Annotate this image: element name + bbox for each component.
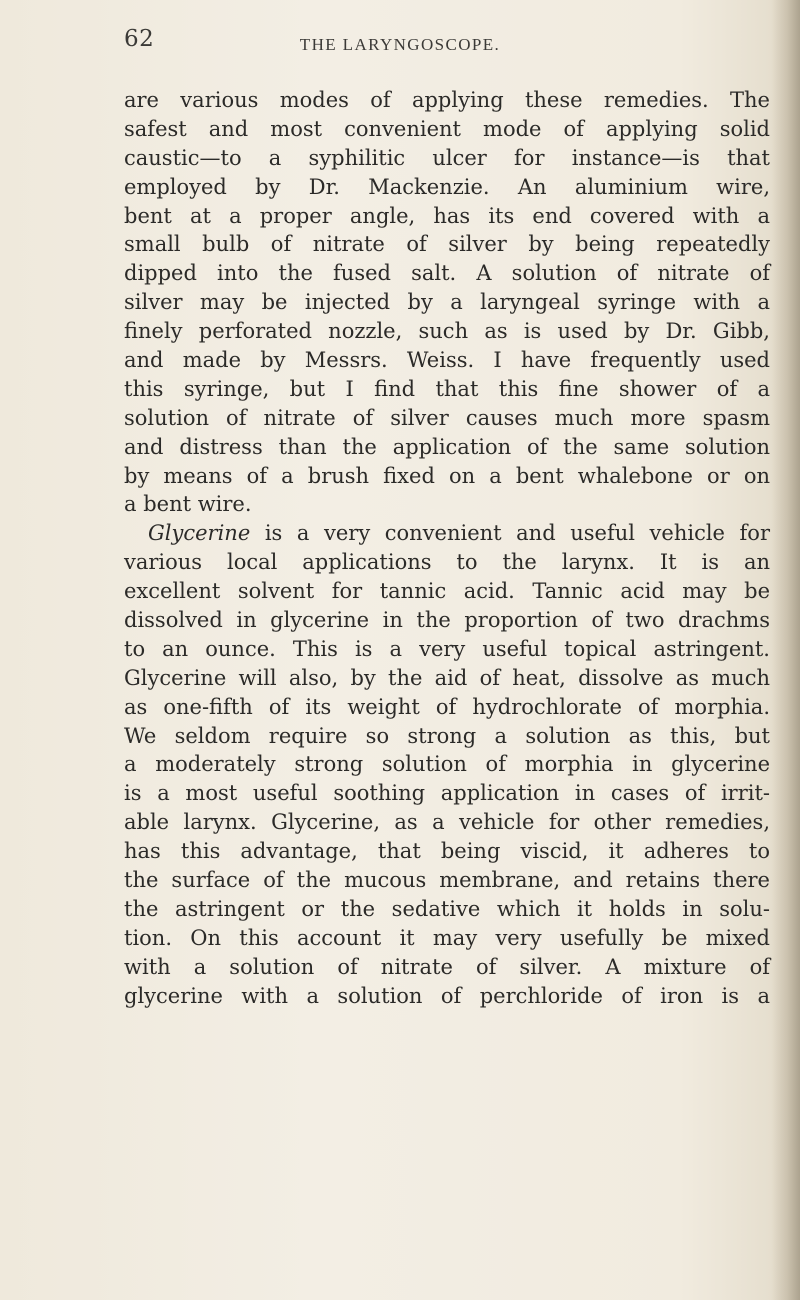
text-line: We seldom require so strong a solution as this, but bbox=[124, 723, 770, 748]
text-line: silver may be injected by a laryngeal syringe with a bbox=[124, 290, 770, 315]
text-line: as one-fifth of its weight of hydrochlorate of morphia. bbox=[124, 694, 770, 719]
paragraph-first-line bbox=[124, 519, 770, 548]
text-line: glycerine with a solution of perchloride of iron is a bbox=[124, 983, 770, 1008]
body-text bbox=[124, 86, 770, 1011]
text-line: with a solution of nitrate of silver. A mixture of bbox=[124, 954, 770, 979]
text-line: the surface of the mucous membrane, and retains there bbox=[124, 868, 770, 893]
italic-term: Glycerine bbox=[148, 521, 251, 546]
text-line: finely perforated nozzle, such as is used by Dr. Gibb, bbox=[124, 319, 770, 344]
text-line: bent at a proper angle, has its end covered with a bbox=[124, 203, 770, 228]
text-line: a bent wire. bbox=[124, 492, 252, 517]
text-line: dissolved in glycerine in the proportion of two drachms bbox=[124, 608, 770, 633]
page-edge-shadow bbox=[772, 0, 800, 1300]
text-line: this syringe, but I find that this fine shower of a bbox=[124, 376, 770, 401]
text-line: and distress than the application of the same solution bbox=[124, 434, 770, 459]
text-line: employed by Dr. Mackenzie. An aluminium wire, bbox=[124, 174, 770, 199]
running-title: THE LARYNGOSCOPE. bbox=[299, 35, 501, 54]
text-line: the astringent or the sedative which it holds in solu- bbox=[124, 896, 770, 921]
text-line: has this advantage, that being viscid, it adheres to bbox=[124, 839, 770, 864]
text-line: by means of a brush fixed on a bent whalebone or on bbox=[124, 463, 770, 488]
text-line: a moderately strong solution of morphia in glycerine bbox=[124, 752, 770, 777]
text-line: are various modes of applying these remedies. The bbox=[124, 88, 770, 112]
text-line: excellent solvent for tannic acid. Tannic acid may be bbox=[124, 579, 770, 604]
text-line: and made by Messrs. Weiss. I have frequently used bbox=[124, 348, 770, 373]
text-line: tion. On this account it may very usefully be mixed bbox=[124, 925, 770, 950]
text-line: safest and most convenient mode of applying solid bbox=[124, 116, 770, 141]
text-line: caustic—to a syphilitic ulcer for instance—is that bbox=[124, 145, 770, 170]
text-line: is a most useful soothing application in cases of irrit- bbox=[124, 781, 770, 806]
text-line: solution of nitrate of silver causes much more spasm bbox=[124, 405, 770, 430]
text-line: able larynx. Glycerine, as a vehicle for other remedies, bbox=[124, 810, 770, 835]
text-line: dipped into the fused salt. A solution of nitrate of bbox=[124, 261, 770, 286]
text-line: various local applications to the larynx. It is an bbox=[124, 550, 770, 575]
text-line: to an ounce. This is a very useful topical astringent. bbox=[124, 636, 770, 661]
text-line: Glycerine will also, by the aid of heat, dissolve as much bbox=[124, 665, 770, 690]
text-span: is a very convenient and useful vehicle for bbox=[250, 521, 770, 546]
text-line: small bulb of nitrate of silver by being repeatedly bbox=[124, 232, 770, 257]
page-number: 62 bbox=[124, 26, 155, 52]
